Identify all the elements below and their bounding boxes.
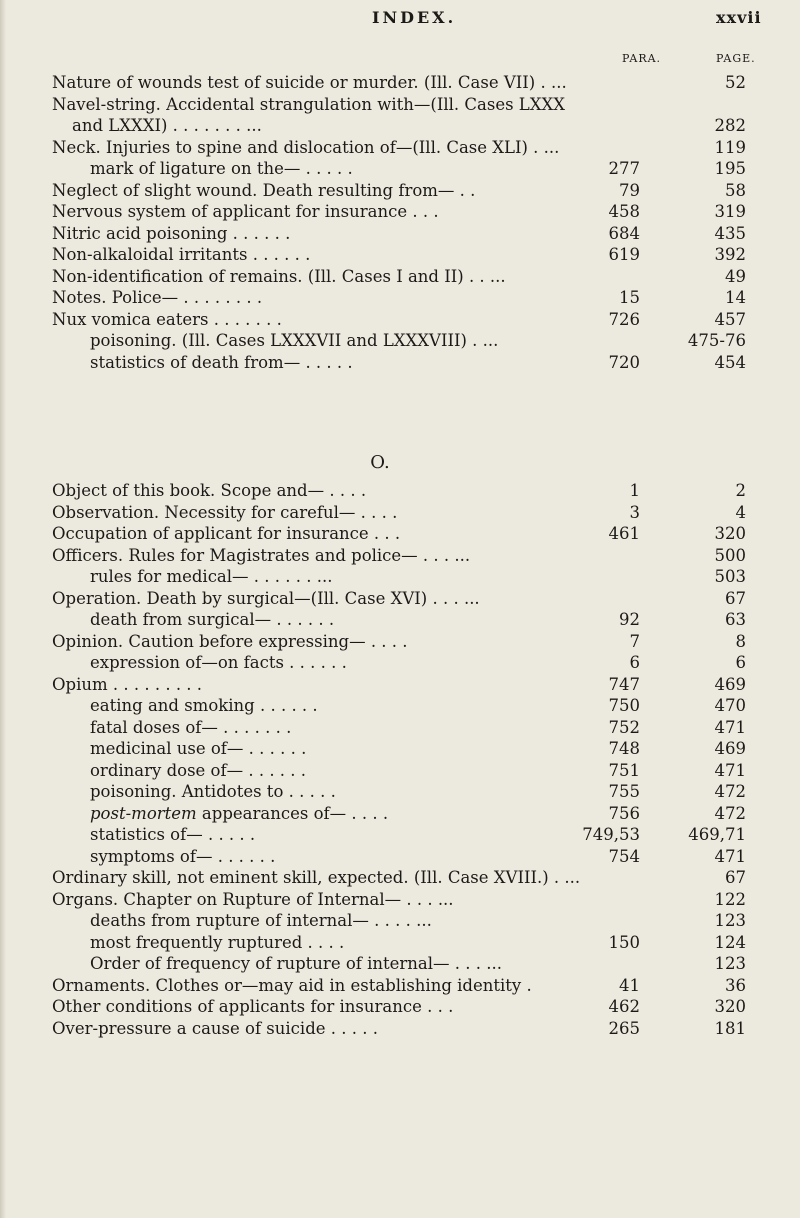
entry-label: Nature of wounds test of suicide or murder. (Ill. Case VII) . ... bbox=[52, 73, 567, 92]
entry-label: Nervous system of applicant for insurance . . . bbox=[52, 202, 439, 221]
entry-label: symptoms of— . . . . . . bbox=[90, 846, 276, 866]
entry-para-number: 755 bbox=[608, 782, 640, 801]
entry-para-number: 79 bbox=[619, 180, 640, 200]
entry-page-number: 503 bbox=[714, 567, 746, 586]
entry-page-number: 119 bbox=[714, 137, 746, 157]
entry-page-number: 475-76 bbox=[687, 331, 746, 350]
entry-page-number: 124 bbox=[714, 932, 746, 952]
entry-label: Order of frequency of rupture of internal— . . . ... bbox=[90, 954, 502, 973]
index-entry bbox=[0, 94, 800, 116]
entry-para-number: 41 bbox=[619, 975, 640, 995]
entry-label: Nitric acid poisoning . . . . . . bbox=[52, 223, 291, 243]
entry-page-number: 67 bbox=[725, 588, 746, 608]
index-entry bbox=[0, 115, 800, 137]
entry-label: Notes. Police— . . . . . . . . bbox=[52, 288, 263, 307]
entry-para-number: 726 bbox=[608, 309, 640, 329]
index-entry bbox=[0, 953, 800, 975]
entry-label: most frequently ruptured . . . . bbox=[90, 932, 345, 952]
index-entry bbox=[0, 674, 800, 696]
entry-label: post-mortem appearances of— . . . . bbox=[90, 803, 389, 823]
entry-para-number: 748 bbox=[608, 739, 640, 758]
index-entry bbox=[0, 695, 800, 717]
entry-page-number: 454 bbox=[714, 352, 746, 372]
index-entry bbox=[0, 717, 800, 739]
entry-page-number: 392 bbox=[714, 245, 746, 264]
entry-para-number: 462 bbox=[608, 997, 640, 1016]
index-entry bbox=[0, 352, 800, 374]
entry-label: Neck. Injuries to spine and dislocation of—(Ill. Case XLI) . ... bbox=[52, 137, 560, 157]
entry-para-number: 1 bbox=[629, 481, 640, 500]
index-section-n bbox=[0, 72, 800, 373]
index-entry bbox=[0, 201, 800, 223]
index-entry bbox=[0, 223, 800, 245]
entry-para-number: 754 bbox=[608, 846, 640, 866]
entry-label: expression of—on facts . . . . . . bbox=[90, 653, 347, 672]
header-title: INDEX. bbox=[372, 8, 457, 27]
entry-page-number: 282 bbox=[714, 116, 746, 135]
entry-label: medicinal use of— . . . . . . bbox=[90, 739, 307, 758]
index-entry bbox=[0, 137, 800, 159]
entry-page-number: 36 bbox=[725, 975, 746, 995]
entry-para-number: 3 bbox=[629, 502, 640, 522]
entry-label: poisoning. (Ill. Cases LXXXVII and LXXXVIII) . ... bbox=[90, 331, 499, 350]
index-entry bbox=[0, 309, 800, 331]
entry-para-number: 150 bbox=[608, 932, 640, 952]
entry-label: Non-identification of remains. (Ill. Cases I and II) . . ... bbox=[52, 266, 506, 286]
index-entry bbox=[0, 480, 800, 502]
index-entry bbox=[0, 760, 800, 782]
entry-page-number: 122 bbox=[714, 889, 746, 909]
entry-page-number: 4 bbox=[735, 502, 746, 522]
entry-label: Opium . . . . . . . . . bbox=[52, 674, 203, 694]
index-entry bbox=[0, 738, 800, 760]
entry-para-number: 752 bbox=[608, 717, 640, 737]
entry-page-number: 471 bbox=[714, 846, 746, 866]
index-entry bbox=[0, 889, 800, 911]
entry-para-number: 756 bbox=[608, 803, 640, 823]
entry-para-number: 92 bbox=[619, 610, 640, 629]
index-entry bbox=[0, 523, 800, 545]
running-header bbox=[0, 8, 800, 38]
index-entry bbox=[0, 588, 800, 610]
entry-label: mark of ligature on the— . . . . . bbox=[90, 159, 353, 178]
index-entry bbox=[0, 781, 800, 803]
entry-page-number: 2 bbox=[735, 481, 746, 500]
index-entry bbox=[0, 244, 800, 266]
entry-page-number: 469 bbox=[714, 739, 746, 758]
entry-page-number: 49 bbox=[725, 266, 746, 286]
entry-page-number: 14 bbox=[725, 288, 746, 307]
entry-label: Opinion. Caution before expressing— . . . . bbox=[52, 631, 408, 651]
entry-page-number: 471 bbox=[714, 760, 746, 780]
entry-page-number: 471 bbox=[714, 717, 746, 737]
entry-label: Ornaments. Clothes or—may aid in establishing identity . bbox=[52, 975, 532, 995]
entry-para-number: 15 bbox=[619, 288, 640, 307]
entry-para-number: 458 bbox=[608, 202, 640, 221]
entry-para-number: 461 bbox=[608, 524, 640, 543]
index-entry bbox=[0, 545, 800, 567]
entry-label: eating and smoking . . . . . . bbox=[90, 696, 318, 715]
index-entry bbox=[0, 803, 800, 825]
entry-para-number: 720 bbox=[608, 352, 640, 372]
index-entry bbox=[0, 180, 800, 202]
entry-para-number: 747 bbox=[608, 674, 640, 694]
entry-page-number: 457 bbox=[714, 309, 746, 329]
entry-para-number: 7 bbox=[629, 631, 640, 651]
entry-label: Occupation of applicant for insurance . . . bbox=[52, 524, 401, 543]
entry-label: and LXXXI) . . . . . . . ... bbox=[72, 116, 262, 135]
index-entry bbox=[0, 609, 800, 631]
entry-page-number: 320 bbox=[714, 524, 746, 543]
entry-page-number: 181 bbox=[714, 1018, 746, 1038]
entry-label: Ordinary skill, not eminent skill, expected. (Ill. Case XVIII.) . ... bbox=[52, 868, 581, 887]
entry-page-number: 195 bbox=[714, 159, 746, 178]
index-entry bbox=[0, 652, 800, 674]
index-entry bbox=[0, 631, 800, 653]
entry-para-number: 749,53 bbox=[582, 825, 640, 844]
column-heading-page: PAGE. bbox=[716, 52, 756, 65]
entry-para-number: 265 bbox=[608, 1018, 640, 1038]
header-page-number: xxvii bbox=[716, 8, 762, 27]
entry-label: Navel-string. Accidental strangulation with—(Ill. Cases LXXX bbox=[52, 94, 565, 114]
entry-page-number: 52 bbox=[725, 73, 746, 92]
entry-label: Nux vomica eaters . . . . . . . bbox=[52, 309, 282, 329]
index-entry bbox=[0, 824, 800, 846]
entry-label: ordinary dose of— . . . . . . bbox=[90, 760, 307, 780]
index-entry bbox=[0, 266, 800, 288]
entry-para-number: 619 bbox=[608, 245, 640, 264]
entry-page-number: 58 bbox=[725, 180, 746, 200]
entry-label: Neglect of slight wound. Death resulting from— . . bbox=[52, 180, 476, 200]
entry-label: Operation. Death by surgical—(Ill. Case XVI) . . . ... bbox=[52, 588, 480, 608]
entry-label: deaths from rupture of internal— . . . . ... bbox=[90, 911, 432, 930]
index-entry bbox=[0, 566, 800, 588]
index-entry bbox=[0, 910, 800, 932]
entry-label: Organs. Chapter on Rupture of Internal— . . . ... bbox=[52, 889, 454, 909]
entry-page-number: 500 bbox=[714, 545, 746, 565]
index-entry bbox=[0, 846, 800, 868]
index-entry bbox=[0, 975, 800, 997]
entry-page-number: 472 bbox=[714, 782, 746, 801]
entry-page-number: 435 bbox=[714, 223, 746, 243]
entry-page-number: 319 bbox=[714, 202, 746, 221]
entry-page-number: 320 bbox=[714, 997, 746, 1016]
entry-page-number: 67 bbox=[725, 868, 746, 887]
entry-para-number: 684 bbox=[608, 223, 640, 243]
entry-label: Object of this book. Scope and— . . . . bbox=[52, 481, 367, 500]
index-section-o bbox=[0, 480, 800, 1039]
entry-page-number: 8 bbox=[735, 631, 746, 651]
index-entry bbox=[0, 287, 800, 309]
entry-label: fatal doses of— . . . . . . . bbox=[90, 717, 292, 737]
column-heading-para: PARA. bbox=[622, 52, 662, 65]
index-entry bbox=[0, 502, 800, 524]
entry-label: Observation. Necessity for careful— . . . . bbox=[52, 502, 398, 522]
index-entry bbox=[0, 932, 800, 954]
section-letter-heading: O. bbox=[370, 452, 390, 473]
index-entry bbox=[0, 1018, 800, 1040]
entry-label: Non-alkaloidal irritants . . . . . . bbox=[52, 245, 311, 264]
entry-page-number: 123 bbox=[714, 954, 746, 973]
entry-page-number: 469,71 bbox=[688, 825, 746, 844]
entry-para-number: 6 bbox=[629, 653, 640, 672]
entry-page-number: 469 bbox=[714, 674, 746, 694]
index-entry bbox=[0, 867, 800, 889]
entry-label: poisoning. Antidotes to . . . . . bbox=[90, 782, 336, 801]
index-entry bbox=[0, 996, 800, 1018]
entry-para-number: 750 bbox=[608, 696, 640, 715]
entry-label: Other conditions of applicants for insurance . . . bbox=[52, 997, 454, 1016]
entry-page-number: 472 bbox=[714, 803, 746, 823]
entry-para-number: 751 bbox=[608, 760, 640, 780]
entry-page-number: 6 bbox=[735, 653, 746, 672]
entry-label: statistics of— . . . . . bbox=[90, 825, 256, 844]
entry-page-number: 63 bbox=[725, 610, 746, 629]
entry-para-number: 277 bbox=[608, 159, 640, 178]
entry-label: Officers. Rules for Magistrates and police— . . . ... bbox=[52, 545, 471, 565]
index-entry bbox=[0, 158, 800, 180]
entry-label: statistics of death from— . . . . . bbox=[90, 352, 353, 372]
entry-label: Over-pressure a cause of suicide . . . . . bbox=[52, 1018, 378, 1038]
entry-label: rules for medical— . . . . . . ... bbox=[90, 567, 333, 586]
entry-label: death from surgical— . . . . . . bbox=[90, 610, 335, 629]
entry-page-number: 470 bbox=[714, 696, 746, 715]
index-entry bbox=[0, 72, 800, 94]
index-entry bbox=[0, 330, 800, 352]
entry-page-number: 123 bbox=[714, 911, 746, 930]
